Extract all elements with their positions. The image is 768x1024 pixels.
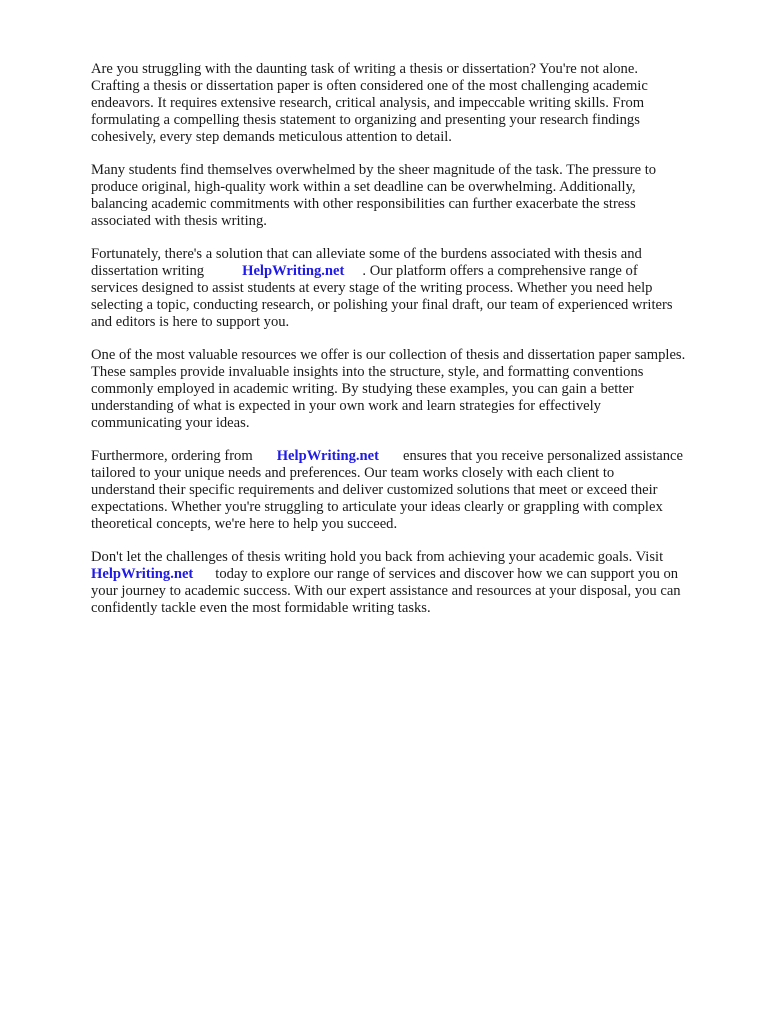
- paragraph-ordering: [91, 448, 741, 533]
- text-line: selecting a topic, conducting research, or polishing your final draft, our team of experienced writers: [91, 297, 673, 313]
- helpwriting-link[interactable]: HelpWriting.net: [242, 263, 345, 279]
- text-line: theoretical concepts, we're here to help you succeed.: [91, 516, 398, 532]
- text-line: Many students find themselves overwhelmed by the sheer magnitude of the task. The pressure to: [91, 162, 657, 178]
- text-line: Don't let the challenges of thesis writing hold you back from achieving your academic goals. Visit: [91, 549, 664, 565]
- text-line: endeavors. It requires extensive research, critical analysis, and impeccable writing skills. From: [91, 95, 645, 111]
- text-line: formulating a compelling thesis statement to organizing and presenting your research findings: [91, 112, 640, 128]
- helpwriting-link[interactable]: HelpWriting.net: [91, 566, 194, 582]
- helpwriting-link[interactable]: HelpWriting.net: [276, 448, 379, 464]
- text-segment: ensures that you receive personalized assistance: [403, 448, 684, 464]
- text-line: Fortunately, there's a solution that can alleviate some of the burdens associated with thesis and: [91, 246, 642, 262]
- text-line: balancing academic commitments with other responsibilities can further exacerbate the stress: [91, 196, 636, 212]
- text-line: associated with thesis writing.: [91, 213, 267, 229]
- text-line: and editors is here to support you.: [91, 314, 290, 330]
- text-line: [91, 263, 741, 280]
- text-line: Are you struggling with the daunting task of writing a thesis or dissertation? You're not alone.: [91, 61, 638, 77]
- text-line: [91, 448, 741, 465]
- text-line: These samples provide invaluable insights into the structure, style, and formatting conventions: [91, 364, 644, 380]
- paragraph-samples: [91, 347, 741, 432]
- text-line: services designed to assist students at every stage of the writing process. Whether you need help: [91, 280, 653, 296]
- text-line: your journey to academic success. With our expert assistance and resources at your disposal, you can: [91, 583, 681, 599]
- paragraph-closing: [91, 549, 741, 617]
- text-line: expectations. Whether you're struggling to articulate your ideas clearly or grappling with complex: [91, 499, 663, 515]
- text-segment: dissertation writing: [91, 263, 205, 279]
- paragraph-solution: [91, 246, 741, 331]
- text-line: Crafting a thesis or dissertation paper is often considered one of the most challenging academic: [91, 78, 648, 94]
- text-segment: Furthermore, ordering from: [91, 448, 253, 464]
- text-line: produce original, high-quality work within a set deadline can be overwhelming. Additionally,: [91, 179, 636, 195]
- text-line: commonly employed in academic writing. By studying these examples, you can gain a better: [91, 381, 634, 397]
- text-line: understanding of what is expected in your own work and learn strategies for effectively: [91, 398, 601, 414]
- text-line: understand their specific requirements and deliver customized solutions that meet or exceed their: [91, 482, 658, 498]
- text-line: confidently tackle even the most formidable writing tasks.: [91, 600, 431, 616]
- paragraph-intro: [91, 61, 741, 146]
- text-line: communicating your ideas.: [91, 415, 250, 431]
- document-body: [91, 61, 741, 633]
- text-segment: today to explore our range of services and discover how we can support you on: [215, 566, 679, 582]
- text-line: cohesively, every step demands meticulous attention to detail.: [91, 129, 452, 145]
- text-line: [91, 566, 741, 583]
- text-line: One of the most valuable resources we offer is our collection of thesis and dissertation paper samples.: [91, 347, 686, 363]
- paragraph-pressure: [91, 162, 741, 230]
- text-line: tailored to your unique needs and preferences. Our team works closely with each client to: [91, 465, 615, 481]
- text-segment: . Our platform offers a comprehensive range of: [362, 263, 638, 279]
